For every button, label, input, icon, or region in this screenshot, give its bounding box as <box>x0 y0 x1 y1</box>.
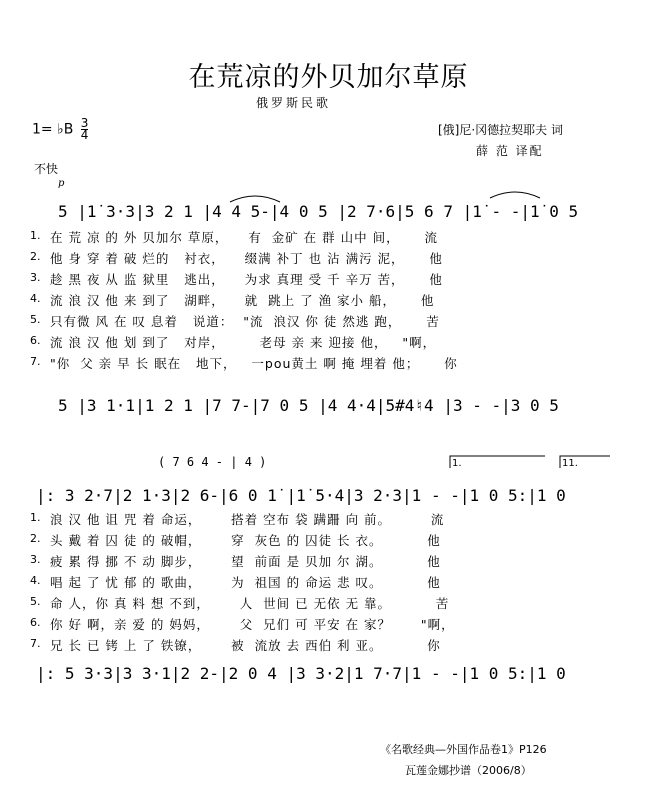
verse-lyrics: 命 人，你 真 料 想 不到， 人 世间 已 无依 无 靠。 苦 <box>50 596 450 611</box>
verse-number: 2. <box>30 532 41 545</box>
verse-lyrics: 你 好 啊，亲 爱 的 妈妈， 父 兄们 可 平安 在 家？ "啊， <box>50 617 455 632</box>
verse-number: 3. <box>30 553 41 566</box>
verse-number: 3. <box>30 271 41 284</box>
verse-number: 6. <box>30 616 41 629</box>
verse-lyrics: 只有微 风 在 叹 息着 说道： "流 浪汉 你 徒 然逃 跑， 苦 <box>50 314 440 329</box>
time-signature <box>81 118 89 141</box>
verse-number: 7. <box>30 637 41 650</box>
slur <box>230 196 280 202</box>
lyricist-credit: [俄]尼·冈德拉契耶夫 词 <box>438 123 563 137</box>
system2-harmony: |: 5 3·3|3 3·1|2 2-|2 0 4 |3 3·2|1 7·7|1 - -|1 0 5:|1 0 <box>36 664 566 683</box>
system2-melody: |: 3 2·7|2 1·3|2 6-|6 0 1̇ |1̇ 5·4|3 2·3|1 - -|1 0 5:|1 0 <box>36 486 566 505</box>
verse-number: 4. <box>30 292 41 305</box>
verse-lyrics: 唱 起 了 忧 郁 的 歌曲， 为 祖国 的 命运 悲 叹。 他 <box>50 575 441 590</box>
source-reference: 《名歌经典—外国作品卷1》P126 <box>380 743 547 756</box>
verse-lyrics: 头 戴 着 囚 徒 的 破帽， 穿 灰色 的 囚徒 长 衣。 他 <box>50 533 441 548</box>
time-bottom: 4 <box>80 128 89 142</box>
verse-lyrics: 趁 黑 夜 从 监 狱里 逃出， 为求 真理 受 千 辛万 苦， 他 <box>50 272 443 287</box>
tie <box>490 192 540 198</box>
verse-number: 4. <box>30 574 41 587</box>
verse-lyrics: 流 浪 汉 他 来 到了 湖畔， 就 跳上 了 渔 家小 船， 他 <box>50 293 435 308</box>
verse-number: 1. <box>30 229 41 242</box>
verse-number: 2. <box>30 250 41 263</box>
verse-lyrics: 他 身 穿 着 破 烂的 衬衣， 缀满 补丁 也 沾 满污 泥， 他 <box>50 251 443 266</box>
verse-lyrics: 在 荒 凉 的 外 贝加尔 草原， 有 金矿 在 群 山中 间， 流 <box>50 230 438 245</box>
volta2-bracket <box>560 456 610 468</box>
verse-number: 6. <box>30 334 41 347</box>
verse-number: 5. <box>30 313 41 326</box>
verse-lyrics: 疲 累 得 挪 不 动 脚步， 望 前面 是 贝加 尔 湖。 他 <box>50 554 441 569</box>
verse-lyrics: 流 浪 汉 他 划 到了 对岸， 老母 亲 来 迎接 他， "啊， <box>50 335 437 350</box>
verse-lyrics: 浪 汉 他 诅 咒 着 命运， 搭着 空布 袋 蹒跚 向 前。 流 <box>50 512 445 527</box>
system1-harmony: 5 |3 1·1|1 2 1 |7 7-|7 0 5 |4 4·4|5#4♮4 |3 - -|3 0 5 <box>58 396 559 415</box>
verse-number: 7. <box>30 355 41 368</box>
key-signature <box>32 118 88 141</box>
song-title: 在荒凉的外贝加尔草原 <box>188 62 469 93</box>
verse-lyrics: "你 父 亲 早 长 眠在 地下， 一pou黄土 啊 掩 埋着 他； 你 <box>50 356 458 371</box>
first-ending: 1. <box>452 458 462 469</box>
key-label: 1= ♭B <box>32 121 74 138</box>
song-origin: 俄罗斯民歌 <box>256 96 332 110</box>
volta-brackets <box>0 452 657 472</box>
second-ending: 11. <box>562 458 578 469</box>
translator-credit: 薛 范 译配 <box>476 144 544 158</box>
time-top: 3 <box>80 116 89 130</box>
ossia-passage: ( 7 6 4 - | 4 ) <box>158 455 267 469</box>
verse-number: 5. <box>30 595 41 608</box>
volta1-bracket <box>450 456 545 468</box>
dynamic-marking: p <box>58 178 65 189</box>
tempo-marking: 不快 <box>34 162 59 176</box>
system1-melody: 5 |1̇ 3·3|3 2 1 |4 4 5-|4 0 5 |2 7·6|5 6 7 |1̇ - -|1̇ 0 5 <box>58 202 579 221</box>
verse-lyrics: 兄 长 已 铐 上 了 铁镣， 被 流放 去 西伯 利 亚。 你 <box>50 638 441 653</box>
transcriber-credit: 瓦莲金娜抄谱（2006/8） <box>405 764 532 777</box>
verse-number: 1. <box>30 511 41 524</box>
system1-slurs <box>0 188 657 218</box>
